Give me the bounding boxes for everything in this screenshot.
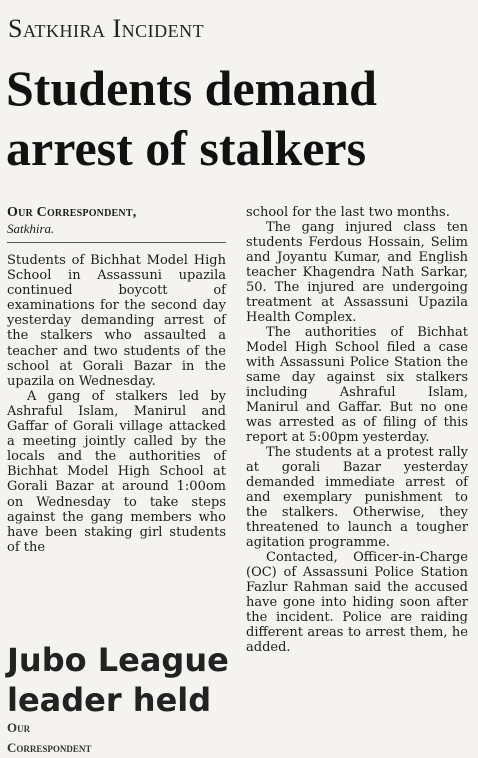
byline-rule [7, 242, 226, 243]
next-article-headline: Jubo League leader held [7, 641, 229, 719]
article-column-left [7, 205, 226, 555]
body-paragraph: school for the last two months. [246, 205, 450, 220]
body-paragraph: The authorities of Bichhat Model High School filed a case with Assassuni Police Station the same day against six stalkers including Ashraful Islam, Manirul and Gaffar. But no one was arrested as of filing of this report at 5:00pm yesterday. [246, 325, 468, 445]
byline-name: Our Correspondent, [7, 205, 137, 220]
byline-place: Satkhira. [7, 221, 55, 236]
body-paragraph: A gang of stalkers led by Ashraful Islam, Manirul and Gaffar of Gorali village attacked a meeting jointly called by the locals and the authorities of Bichhat Model High School at Gorali Bazar at around 1:00om on Wednesday to take steps against the gang members who have been staking girl students of the [7, 388, 226, 555]
article-column-right [246, 205, 468, 655]
article-kicker: Satkhira Incident [8, 14, 205, 43]
body-paragraph: The students at a protest rally at gorali Bazar yesterday demanded immediate arrest of and exemplary punishment to the stalkers. Otherwise, they threatened to launch a tougher agitation programme. [246, 445, 468, 550]
body-paragraph: Contacted, Officer-in-Charge (OC) of Assassuni Police Station Fazlur Rahman said the accused have gone into hiding soon after the incident. Police are raiding different areas to arrest them, he added. [246, 550, 468, 655]
body-paragraph: The gang injured class ten students Ferdous Hossain, Selim and Joyantu Kumar, and English teacher Khagendra Nath Sarkar, 50. The injured are undergoing treatment at Assassuni Upazila Health Complex. [246, 220, 468, 325]
article-headline: Students demand arrest of stalkers [6, 60, 377, 176]
body-paragraph: Students of Bichhat Model High School in Assassuni upazila continued boycott of examinations for the second day yesterday demanding arrest of the stalkers who assaulted a teacher and two students of the school at Gorali Bazar in the upazila on Wednesday. [7, 253, 226, 389]
next-article-byline: Our Correspondent [7, 720, 92, 755]
